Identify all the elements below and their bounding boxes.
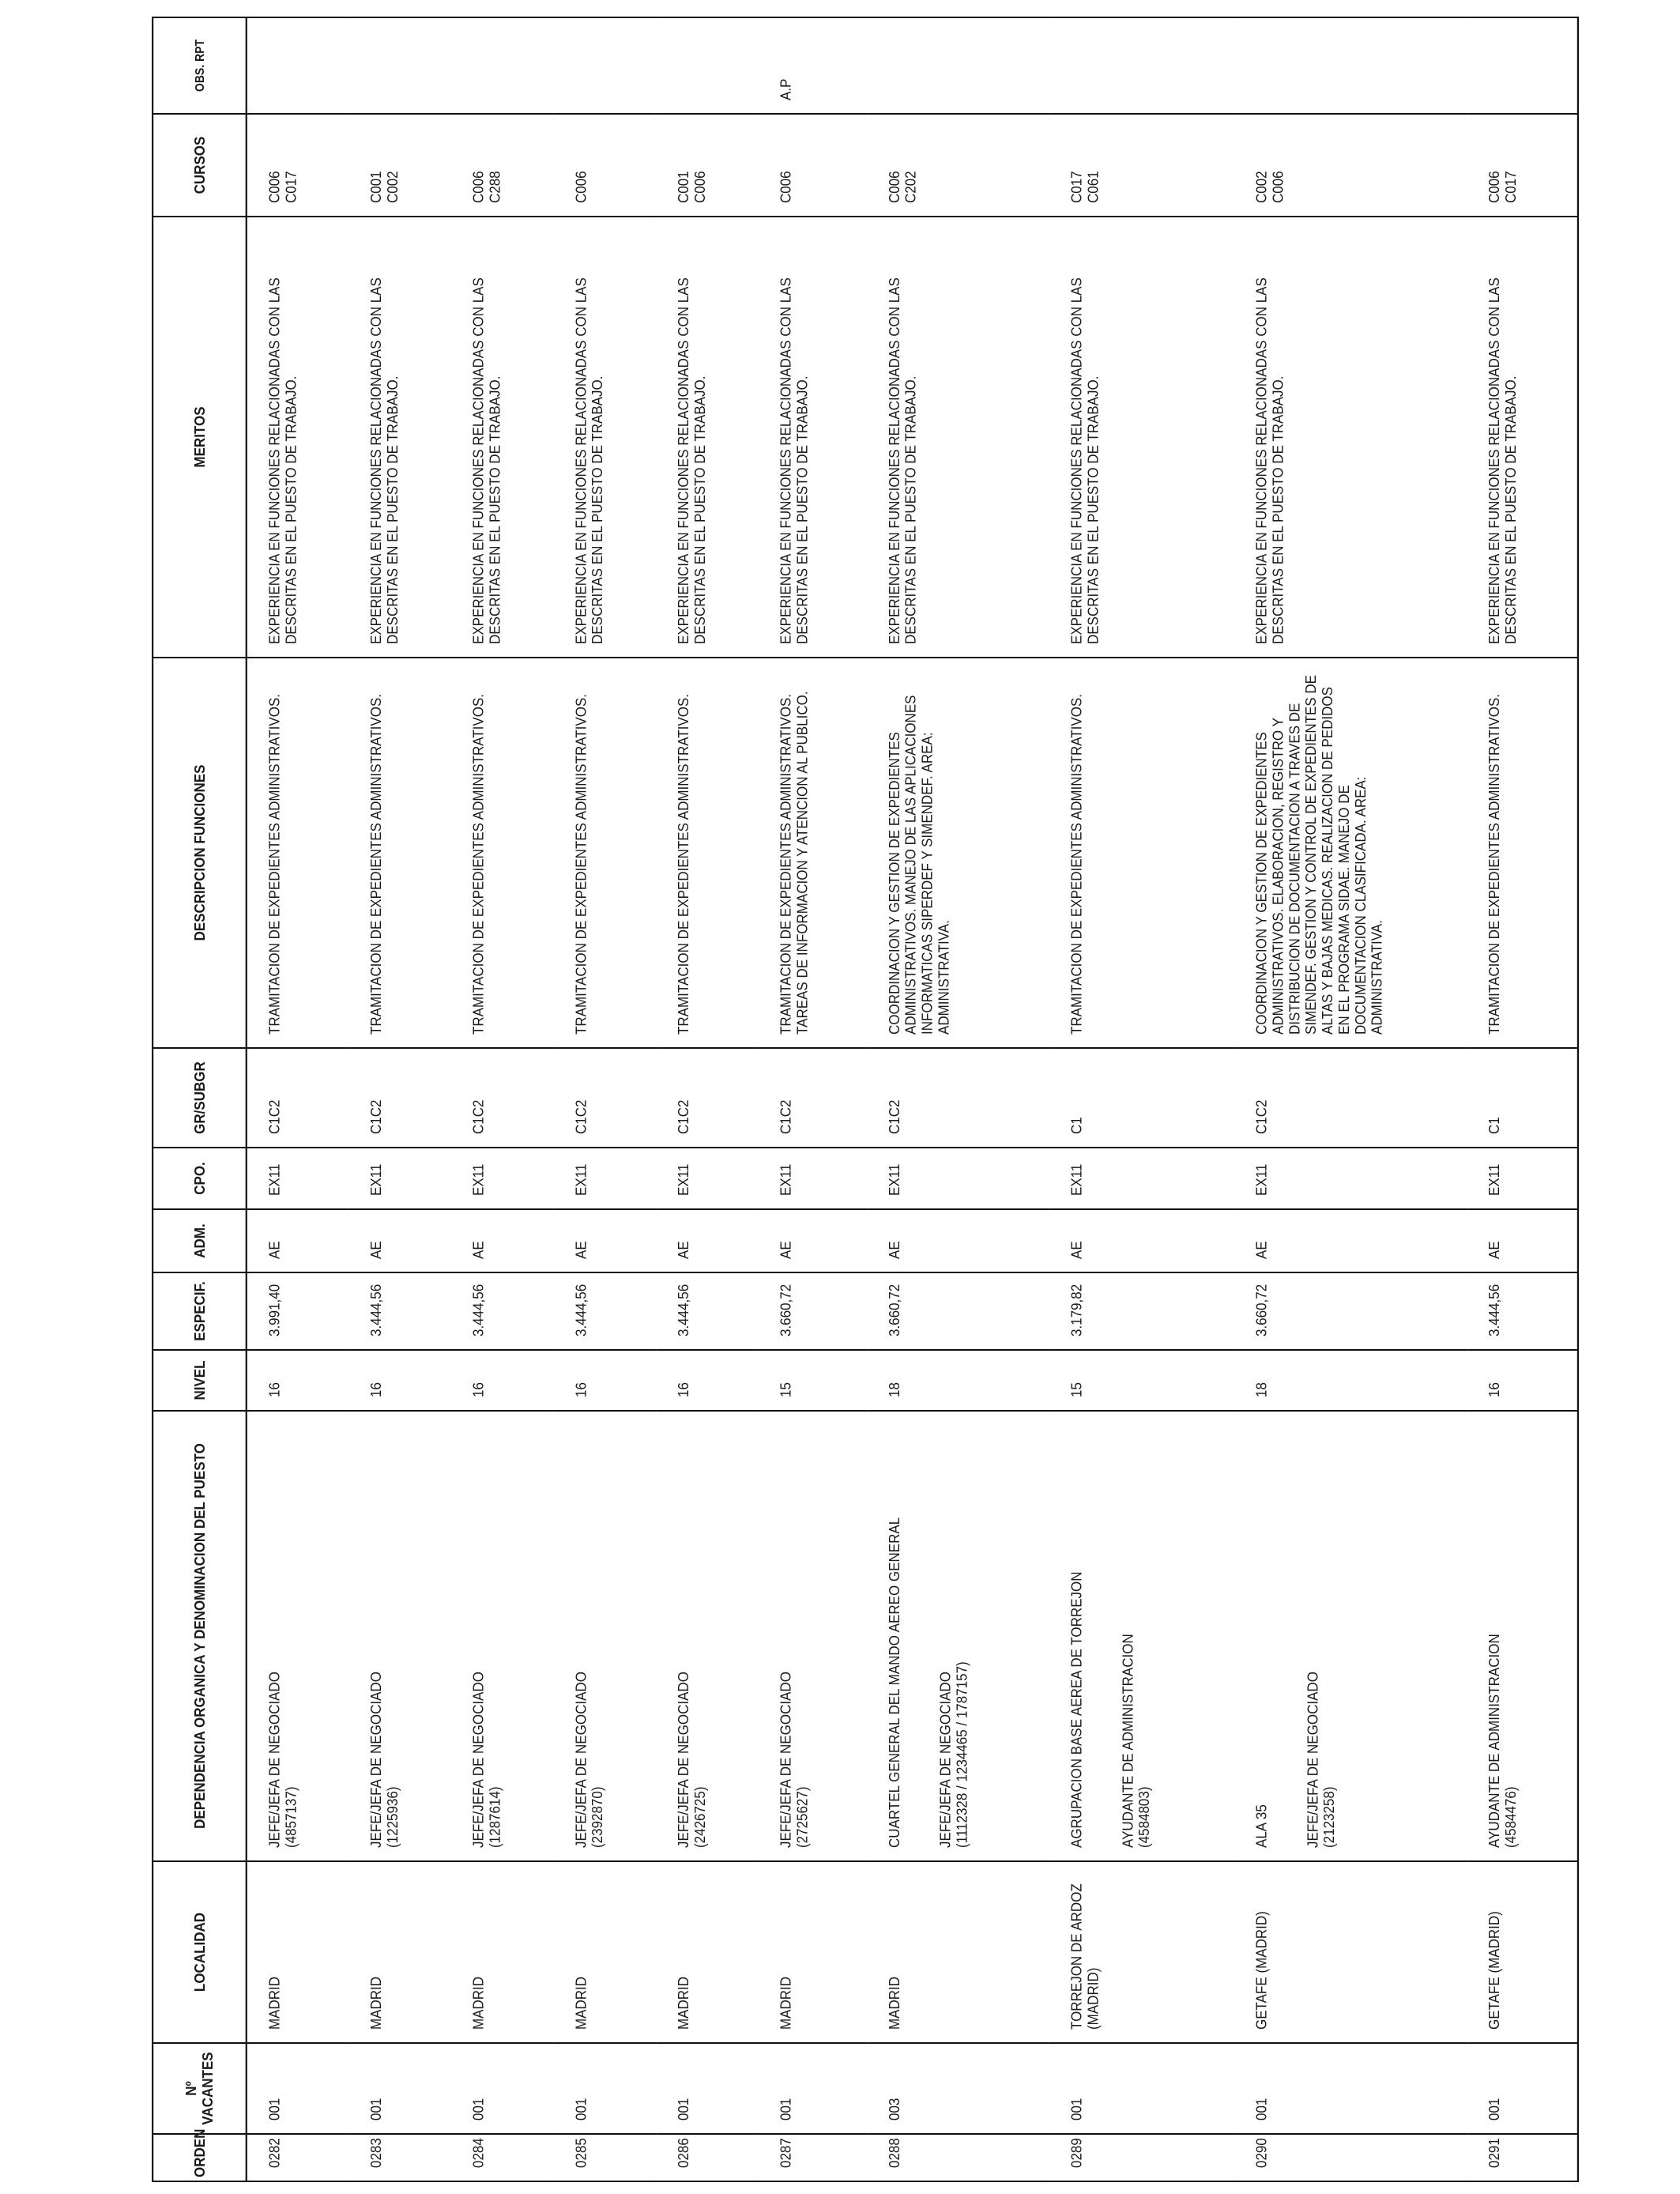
cell-obs: [247, 17, 349, 114]
cell-meritos: EXPERIENCIA EN FUNCIONES RELACIONADAS CON LAS DESCRITAS EN EL PUESTO DE TRABAJO.: [348, 217, 451, 658]
cell-grsubgr: C1C2: [348, 1048, 451, 1148]
cell-obs: [656, 17, 759, 114]
cell-cpo: EX11: [247, 1148, 349, 1209]
cell-adm: AE: [867, 1209, 1049, 1272]
dependencia-group: CUARTEL GENERAL DEL MANDO AEREO GENERAL: [886, 1517, 903, 1848]
puesto-name: JEFE/JEFA DE NEGOCIADO (2725627): [778, 1672, 811, 1848]
cell-dependencia: [554, 1411, 657, 1861]
cell-localidad: TORREJON DE ARDOZ (MADRID): [1049, 1861, 1234, 2043]
cell-especif: 3.991,40: [247, 1272, 349, 1350]
cell-localidad: MADRID: [656, 1861, 759, 2043]
cell-orden: 0289: [1049, 2134, 1234, 2181]
cell-nivel: 18: [867, 1350, 1049, 1411]
cell-nivel: 16: [1467, 1350, 1578, 1411]
cell-cursos: C006 C017: [1467, 114, 1578, 217]
cell-orden: 0284: [451, 2134, 554, 2181]
cell-orden: 0287: [759, 2134, 867, 2181]
cell-adm: AE: [451, 1209, 554, 1272]
cell-cursos: C001 C006: [656, 114, 759, 217]
cell-especif: 3.660,72: [867, 1272, 1049, 1350]
cell-orden: 0290: [1234, 2134, 1467, 2181]
table-row: [554, 17, 657, 2181]
cell-vacantes: 003: [867, 2043, 1049, 2134]
cell-localidad: MADRID: [554, 1861, 657, 2043]
cell-descripcion: TRAMITACION DE EXPEDIENTES ADMINISTRATIVOS.: [247, 658, 349, 1048]
header-grsubgr: GR/SUBGR: [153, 1048, 247, 1148]
cell-nivel: 16: [451, 1350, 554, 1411]
cell-localidad: MADRID: [759, 1861, 867, 2043]
cell-cursos: C006 C017: [247, 114, 349, 217]
cell-adm: AE: [247, 1209, 349, 1272]
cell-adm: AE: [759, 1209, 867, 1272]
cell-orden: 0291: [1467, 2134, 1578, 2181]
cell-cursos: C006: [554, 114, 657, 217]
cell-nivel: 18: [1234, 1350, 1467, 1411]
cell-vacantes: 001: [656, 2043, 759, 2134]
cell-nivel: 15: [759, 1350, 867, 1411]
cell-vacantes: 001: [348, 2043, 451, 2134]
cell-meritos: EXPERIENCIA EN FUNCIONES RELACIONADAS CON LAS DESCRITAS EN EL PUESTO DE TRABAJO.: [451, 217, 554, 658]
table-row: [1234, 17, 1467, 2181]
cell-obs: [1049, 17, 1234, 114]
cell-adm: AE: [554, 1209, 657, 1272]
cell-nivel: 16: [247, 1350, 349, 1411]
puesto-name: JEFE/JEFA DE NEGOCIADO (1112328 / 1234465 / 1787157): [937, 1661, 970, 1848]
cell-especif: 3.179,82: [1049, 1272, 1234, 1350]
cell-meritos: EXPERIENCIA EN FUNCIONES RELACIONADAS CON LAS DESCRITAS EN EL PUESTO DE TRABAJO.: [656, 217, 759, 658]
cell-cpo: EX11: [867, 1148, 1049, 1209]
cell-especif: 3.660,72: [1234, 1272, 1467, 1350]
cell-vacantes: 001: [759, 2043, 867, 2134]
puesto-name: JEFE/JEFA DE NEGOCIADO (2426725): [675, 1672, 709, 1848]
cell-cursos: C006 C288: [451, 114, 554, 217]
cell-meritos: EXPERIENCIA EN FUNCIONES RELACIONADAS CON LAS DESCRITAS EN EL PUESTO DE TRABAJO.: [554, 217, 657, 658]
cell-especif: 3.444,56: [554, 1272, 657, 1350]
cell-adm: AE: [656, 1209, 759, 1272]
table-row: [451, 17, 554, 2181]
table-row: [759, 17, 867, 2181]
puesto-name: JEFE/JEFA DE NEGOCIADO (2123258): [1304, 1672, 1338, 1848]
cell-especif: 3.660,72: [759, 1272, 867, 1350]
cell-adm: AE: [1234, 1209, 1467, 1272]
document-page: [152, 18, 1579, 2182]
cell-cursos: C001 C002: [348, 114, 451, 217]
cell-cpo: EX11: [1049, 1148, 1234, 1209]
cell-grsubgr: C1C2: [1234, 1048, 1467, 1148]
dependencia-group: AGRUPACION BASE AEREA DE TORREJON: [1068, 1571, 1085, 1848]
cell-dependencia: [1049, 1411, 1234, 1861]
cell-obs: [1234, 17, 1467, 114]
cell-cpo: EX11: [554, 1148, 657, 1209]
cell-dependencia: [247, 1411, 349, 1861]
cell-obs: A.P: [759, 17, 867, 114]
cell-descripcion: TRAMITACION DE EXPEDIENTES ADMINISTRATIVOS. TAREAS DE INFORMACION Y ATENCION AL PUBLICO.: [759, 658, 867, 1048]
cell-vacantes: 001: [1234, 2043, 1467, 2134]
cell-localidad: GETAFE (MADRID): [1467, 1861, 1578, 2043]
cell-descripcion: COORDINACION Y GESTION DE EXPEDIENTES ADMINISTRATIVOS. MANEJO DE LAS APLICACIONES INFORMATICAS SIPERDEF Y SIMENDEF. AREA: ADMINISTRATIVA.: [867, 658, 1049, 1048]
puesto-name: JEFE/JEFA DE NEGOCIADO (1287614): [470, 1672, 503, 1848]
cell-localidad: MADRID: [451, 1861, 554, 2043]
header-orden: ORDEN: [153, 2134, 247, 2181]
cell-descripcion: TRAMITACION DE EXPEDIENTES ADMINISTRATIVOS.: [348, 658, 451, 1048]
cell-cpo: EX11: [1234, 1148, 1467, 1209]
cell-cpo: EX11: [451, 1148, 554, 1209]
cell-dependencia: [1234, 1411, 1467, 1861]
cell-obs: [867, 17, 1049, 114]
cell-descripcion: COORDINACION Y GESTION DE EXPEDIENTES ADMINISTRATIVOS. ELABORACION, REGISTRO Y DISTRIBUCION DE DOCUMENTACION A TRAVES DE SIMENDEF. GESTION Y CONTROL DE EXPEDIENTES DE ALTAS Y BAJAS MEDICAS. REALIZACION DE PEDIDOS EN EL PROGRAMA SIDAE. MANEJO DE DOCUMENTACION CLASIFICADA. AREA: ADMINISTRATIVA.: [1234, 658, 1467, 1048]
cell-grsubgr: C1C2: [867, 1048, 1049, 1148]
cell-nivel: 16: [656, 1350, 759, 1411]
header-adm: ADM.: [153, 1209, 247, 1272]
cell-grsubgr: C1C2: [759, 1048, 867, 1148]
cell-dependencia: [451, 1411, 554, 1861]
dependencia-group: ALA 35: [1253, 1804, 1270, 1848]
header-cpo: CPO.: [153, 1148, 247, 1209]
cell-localidad: MADRID: [348, 1861, 451, 2043]
cell-dependencia: [348, 1411, 451, 1861]
puesto-name: AYUDANTE DE ADMINISTRACION (4584476): [1486, 1634, 1520, 1848]
cell-cursos: C006: [759, 114, 867, 217]
vacancies-table: [152, 17, 1579, 2182]
cell-especif: 3.444,56: [348, 1272, 451, 1350]
cell-dependencia: [759, 1411, 867, 1861]
header-nivel: NIVEL: [153, 1350, 247, 1411]
cell-dependencia: [867, 1411, 1049, 1861]
cell-nivel: 16: [554, 1350, 657, 1411]
cell-meritos: EXPERIENCIA EN FUNCIONES RELACIONADAS CON LAS DESCRITAS EN EL PUESTO DE TRABAJO.: [1467, 217, 1578, 658]
table-row: [348, 17, 451, 2181]
cell-descripcion: TRAMITACION DE EXPEDIENTES ADMINISTRATIVOS.: [451, 658, 554, 1048]
header-row: [153, 17, 247, 2181]
header-cursos: CURSOS: [153, 114, 247, 217]
table-row: [656, 17, 759, 2181]
cell-obs: [451, 17, 554, 114]
cell-descripcion: TRAMITACION DE EXPEDIENTES ADMINISTRATIVOS.: [1467, 658, 1578, 1048]
cell-especif: 3.444,56: [656, 1272, 759, 1350]
header-especif: ESPECIF.: [153, 1272, 247, 1350]
cell-cpo: EX11: [656, 1148, 759, 1209]
table-row: [1467, 17, 1578, 2181]
cell-descripcion: TRAMITACION DE EXPEDIENTES ADMINISTRATIVOS.: [554, 658, 657, 1048]
table-row: [1049, 17, 1234, 2181]
header-obs: OBS. RPT: [153, 17, 247, 114]
cell-grsubgr: C1: [1049, 1048, 1234, 1148]
cell-cpo: EX11: [1467, 1148, 1578, 1209]
cell-cpo: EX11: [759, 1148, 867, 1209]
puesto-name: JEFE/JEFA DE NEGOCIADO (4857137): [266, 1672, 299, 1848]
cell-grsubgr: C1C2: [554, 1048, 657, 1148]
table-row: [247, 17, 349, 2181]
table-body: [247, 17, 1578, 2181]
header-dependencia: DEPENDENCIA ORGANICA Y DENOMINACION DEL PUESTO: [153, 1411, 247, 1861]
cell-grsubgr: C1C2: [451, 1048, 554, 1148]
cell-cpo: EX11: [348, 1148, 451, 1209]
cell-obs: [348, 17, 451, 114]
cell-orden: 0285: [554, 2134, 657, 2181]
cell-especif: 3.444,56: [1467, 1272, 1578, 1350]
puesto-name: AYUDANTE DE ADMINISTRACION (4584803): [1119, 1634, 1153, 1848]
cell-cursos: C017 C061: [1049, 114, 1234, 217]
cell-adm: AE: [1467, 1209, 1578, 1272]
cell-vacantes: 001: [247, 2043, 349, 2134]
cell-meritos: EXPERIENCIA EN FUNCIONES RELACIONADAS CON LAS DESCRITAS EN EL PUESTO DE TRABAJO.: [759, 217, 867, 658]
cell-obs: [1467, 17, 1578, 114]
cell-cursos: C002 C006: [1234, 114, 1467, 217]
cell-orden: 0286: [656, 2134, 759, 2181]
cell-especif: 3.444,56: [451, 1272, 554, 1350]
cell-vacantes: 001: [1049, 2043, 1234, 2134]
header-localidad: LOCALIDAD: [153, 1861, 247, 2043]
puesto-name: JEFE/JEFA DE NEGOCIADO (1225936): [367, 1672, 401, 1848]
cell-cursos: C006 C202: [867, 114, 1049, 217]
cell-orden: 0283: [348, 2134, 451, 2181]
cell-adm: AE: [348, 1209, 451, 1272]
cell-meritos: EXPERIENCIA EN FUNCIONES RELACIONADAS CON LAS DESCRITAS EN EL PUESTO DE TRABAJO.: [1234, 217, 1467, 658]
cell-adm: AE: [1049, 1209, 1234, 1272]
cell-nivel: 16: [348, 1350, 451, 1411]
cell-obs: [554, 17, 657, 114]
cell-vacantes: 001: [1467, 2043, 1578, 2134]
cell-meritos: EXPERIENCIA EN FUNCIONES RELACIONADAS CON LAS DESCRITAS EN EL PUESTO DE TRABAJO.: [867, 217, 1049, 658]
cell-vacantes: 001: [554, 2043, 657, 2134]
cell-orden: 0288: [867, 2134, 1049, 2181]
header-descripcion: DESCRIPCION FUNCIONES: [153, 658, 247, 1048]
puesto-name: JEFE/JEFA DE NEGOCIADO (2392870): [572, 1672, 606, 1848]
header-meritos: MERITOS: [153, 217, 247, 658]
header-vacantes: Nº VACANTES: [153, 2043, 247, 2134]
cell-dependencia: [656, 1411, 759, 1861]
cell-grsubgr: C1: [1467, 1048, 1578, 1148]
cell-localidad: MADRID: [247, 1861, 349, 2043]
cell-grsubgr: C1C2: [656, 1048, 759, 1148]
cell-localidad: GETAFE (MADRID): [1234, 1861, 1467, 2043]
cell-localidad: MADRID: [867, 1861, 1049, 2043]
cell-orden: 0282: [247, 2134, 349, 2181]
cell-meritos: EXPERIENCIA EN FUNCIONES RELACIONADAS CON LAS DESCRITAS EN EL PUESTO DE TRABAJO.: [1049, 217, 1234, 658]
cell-dependencia: [1467, 1411, 1578, 1861]
cell-grsubgr: C1C2: [247, 1048, 349, 1148]
table-row: [867, 17, 1049, 2181]
cell-descripcion: TRAMITACION DE EXPEDIENTES ADMINISTRATIVOS.: [656, 658, 759, 1048]
cell-nivel: 15: [1049, 1350, 1234, 1411]
cell-vacantes: 001: [451, 2043, 554, 2134]
cell-meritos: EXPERIENCIA EN FUNCIONES RELACIONADAS CON LAS DESCRITAS EN EL PUESTO DE TRABAJO.: [247, 217, 349, 658]
cell-descripcion: TRAMITACION DE EXPEDIENTES ADMINISTRATIVOS.: [1049, 658, 1234, 1048]
